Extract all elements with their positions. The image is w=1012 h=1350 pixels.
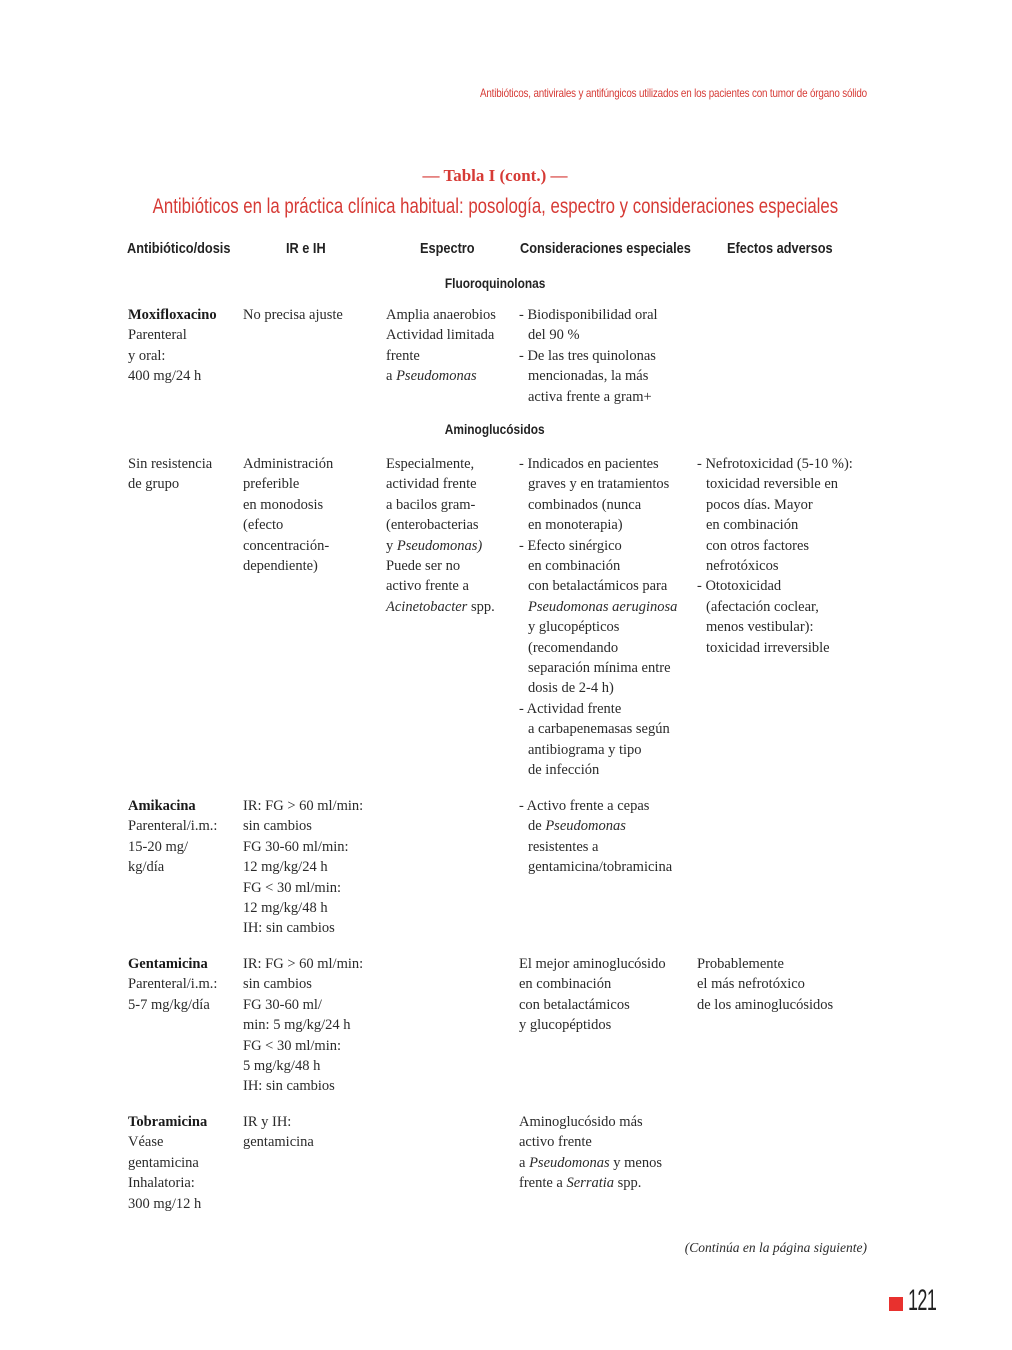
cell-line: 12 mg/kg/48 h bbox=[243, 900, 328, 917]
table-label: — Tabla I (cont.) — bbox=[422, 166, 568, 185]
cell-line: toxicidad reversible en bbox=[706, 476, 839, 493]
cell-line: (afectación coclear, bbox=[706, 598, 819, 615]
cell-line: sin cambios bbox=[243, 976, 312, 993]
cell-line: de infección bbox=[528, 762, 600, 779]
cell-line: 400 mg/24 h bbox=[128, 368, 202, 385]
cell-line: con betalactámicos bbox=[519, 996, 630, 1013]
cell-line: Actividad limitada bbox=[386, 327, 495, 344]
gentamicina-ir-ih-cell bbox=[243, 954, 363, 1097]
cell-line: con otros factores bbox=[706, 537, 810, 554]
cell-line: el más nefrotóxico bbox=[697, 976, 805, 993]
col-header-consideraciones-text: Consideraciones especiales bbox=[520, 240, 691, 257]
cell-line: (recomendando bbox=[528, 639, 619, 656]
section-aminoglucosidos-text: Aminoglucósidos bbox=[445, 421, 545, 437]
cell-line: - Actividad frente bbox=[519, 700, 622, 717]
cell-fragment: a bbox=[386, 368, 397, 385]
cell-line: IH: sin cambios bbox=[243, 1078, 335, 1095]
cell-line: No precisa ajuste bbox=[243, 307, 343, 323]
cell-line: El mejor aminoglucósido bbox=[519, 956, 666, 972]
cell-line: 300 mg/12 h bbox=[128, 1195, 202, 1212]
cell-line: nefrotóxicos bbox=[706, 558, 779, 575]
grupo-espectro-cell bbox=[386, 454, 495, 617]
grupo-consideraciones-cell bbox=[519, 454, 677, 781]
cell-line: y glucopépticos bbox=[528, 619, 620, 636]
col-header-efectos-text: Efectos adversos bbox=[727, 240, 833, 257]
cell-line: Parenteral/i.m.: bbox=[128, 976, 218, 993]
amikacina-ir-ih-cell bbox=[243, 796, 363, 939]
cell-line: IR y IH: bbox=[243, 1114, 292, 1130]
cell-line: de grupo bbox=[128, 476, 180, 493]
moxifloxacino-dose-cell bbox=[128, 305, 217, 387]
amikacina-name: Amikacina bbox=[128, 798, 196, 814]
cell-line: Amplia anaerobios bbox=[386, 307, 496, 323]
cell-line: y glucopéptidos bbox=[519, 1017, 612, 1034]
cell-line: kg/día bbox=[128, 859, 165, 876]
cell-line: en combinación bbox=[706, 517, 799, 534]
cell-line: gentamicina bbox=[243, 1134, 314, 1151]
grupo-efectos-cell bbox=[697, 454, 853, 658]
col-header-espectro-text: Espectro bbox=[420, 240, 475, 257]
col-header-espectro bbox=[420, 240, 484, 257]
cell-line: en monodosis bbox=[243, 496, 324, 513]
cell-fragment: de bbox=[528, 818, 546, 835]
cell-line: mencionadas, la más bbox=[528, 368, 649, 385]
cell-line: - De las tres quinolonas bbox=[519, 347, 656, 364]
cell-line: dependiente) bbox=[243, 558, 318, 575]
cell-line: FG 30-60 ml/min: bbox=[243, 838, 349, 855]
continuation-note: (Continúa en la página siguiente) bbox=[684, 1240, 867, 1255]
cell-line: y oral: bbox=[128, 347, 166, 364]
cell-fragment-italic: Pseudomonas bbox=[545, 818, 626, 835]
cell-line: resistentes a bbox=[528, 838, 599, 855]
cell-line: IH: sin cambios bbox=[243, 920, 335, 937]
cell-line: - Activo frente a cepas bbox=[519, 798, 650, 814]
cell-line: dosis de 2-4 h) bbox=[528, 680, 614, 697]
cell-fragment-italic: Pseudomonas aeruginosa bbox=[528, 598, 678, 615]
cell-line: activo frente bbox=[519, 1134, 592, 1151]
page-number: 121 bbox=[908, 1284, 937, 1317]
moxifloxacino-consideraciones-cell bbox=[519, 305, 658, 407]
gentamicina-dose-cell bbox=[128, 954, 217, 1015]
cell-line: activa frente a gram+ bbox=[528, 388, 652, 405]
cell-line: Probablemente bbox=[697, 956, 784, 972]
section-fluoroquinolonas bbox=[0, 275, 990, 291]
col-header-ir-ih-text: IR e IH bbox=[286, 240, 326, 257]
col-header-antibiotico-text: Antibiótico/dosis bbox=[127, 240, 231, 257]
cell-line: actividad frente bbox=[386, 476, 477, 493]
tobramicina-dose-cell bbox=[128, 1112, 207, 1214]
cell-fragment: spp. bbox=[467, 598, 495, 615]
cell-line: (efecto bbox=[243, 517, 284, 534]
cell-line: en combinación bbox=[519, 976, 612, 993]
moxifloxacino-espectro-cell bbox=[386, 305, 496, 387]
cell-line: gentamicina/tobramicina bbox=[528, 859, 673, 876]
cell-fragment: y menos bbox=[609, 1154, 662, 1171]
col-header-ir-ih bbox=[286, 240, 333, 257]
col-header-antibiotico bbox=[127, 240, 249, 257]
cell-line: Parenteral bbox=[128, 327, 187, 344]
cell-line: Sin resistencia bbox=[128, 456, 213, 472]
gentamicina-name: Gentamicina bbox=[128, 956, 208, 972]
running-head: Antibióticos, antivirales y antifúngicos utilizados en los pacientes con tumor de órgano sólido bbox=[479, 86, 867, 100]
tobramicina-name: Tobramicina bbox=[128, 1114, 208, 1130]
cell-fragment: spp. bbox=[614, 1175, 642, 1192]
cell-line: a bacilos gram- bbox=[386, 496, 476, 513]
table-title bbox=[0, 195, 990, 219]
grupo-dose-cell bbox=[128, 454, 212, 495]
moxifloxacino-ir-ih-cell bbox=[243, 305, 343, 325]
cell-line: IR: FG > 60 ml/min: bbox=[243, 956, 364, 972]
cell-line: en combinación bbox=[528, 558, 621, 575]
cell-line: preferible bbox=[243, 476, 300, 493]
amikacina-dose-cell bbox=[128, 796, 217, 878]
cell-line: 15-20 mg/ bbox=[128, 838, 189, 855]
cell-line: min: 5 mg/kg/24 h bbox=[243, 1017, 351, 1034]
col-header-efectos bbox=[727, 240, 851, 257]
cell-line: 12 mg/kg/24 h bbox=[243, 859, 328, 876]
cell-fragment: frente a bbox=[519, 1175, 567, 1192]
table-title-text: Antibióticos en la práctica clínica habitual: posología, espectro y consideraciones especiales bbox=[152, 195, 838, 218]
cell-line: 5-7 mg/kg/día bbox=[128, 996, 210, 1013]
cell-line: Aminoglucósido más bbox=[519, 1114, 643, 1130]
cell-line: frente bbox=[386, 347, 420, 364]
cell-line: en monoterapia) bbox=[528, 517, 623, 534]
cell-fragment-italic: Pseudomonas) bbox=[396, 537, 483, 554]
moxifloxacino-name: Moxifloxacino bbox=[128, 307, 217, 323]
cell-line: separación mínima entre bbox=[528, 660, 671, 677]
cell-line: menos vestibular): bbox=[706, 619, 814, 636]
cell-line: FG 30-60 ml/ bbox=[243, 996, 322, 1013]
cell-line: - Biodisponibilidad oral bbox=[519, 307, 658, 323]
section-aminoglucosidos bbox=[0, 421, 990, 437]
cell-line: con betalactámicos para bbox=[528, 578, 668, 595]
cell-line: - Indicados en pacientes bbox=[519, 456, 659, 472]
cell-line: Véase bbox=[128, 1134, 164, 1151]
cell-line: activo frente a bbox=[386, 578, 469, 595]
tobramicina-ir-ih-cell bbox=[243, 1112, 314, 1153]
cell-line: toxicidad irreversible bbox=[706, 639, 830, 656]
cell-line: del 90 % bbox=[528, 327, 580, 344]
cell-line: IR: FG > 60 ml/min: bbox=[243, 798, 364, 814]
cell-line: combinados (nunca bbox=[528, 496, 642, 513]
cell-fragment-italic: Serratia bbox=[566, 1175, 615, 1192]
page-marker-square bbox=[889, 1297, 903, 1311]
cell-line: concentración- bbox=[243, 537, 330, 554]
cell-line: antibiograma y tipo bbox=[528, 741, 642, 758]
cell-line: Inhalatoria: bbox=[128, 1175, 195, 1192]
cell-line: a carbapenemasas según bbox=[528, 721, 670, 738]
grupo-ir-ih-cell bbox=[243, 454, 333, 576]
cell-line: FG < 30 ml/min: bbox=[243, 1037, 342, 1054]
cell-line: gentamicina bbox=[128, 1154, 199, 1171]
cell-line: Parenteral/i.m.: bbox=[128, 818, 218, 835]
tobramicina-consideraciones-cell bbox=[519, 1112, 662, 1194]
cell-fragment: a bbox=[519, 1154, 530, 1171]
cell-line: 5 mg/kg/48 h bbox=[243, 1058, 321, 1075]
cell-line: sin cambios bbox=[243, 818, 312, 835]
cell-line: (enterobacterias bbox=[386, 517, 479, 534]
cell-line: - Efecto sinérgico bbox=[519, 537, 622, 554]
cell-line: FG < 30 ml/min: bbox=[243, 879, 342, 896]
cell-line: Puede ser no bbox=[386, 558, 461, 575]
cell-line: Administración bbox=[243, 456, 334, 472]
cell-fragment-italic: Pseudomonas bbox=[396, 368, 477, 385]
cell-line: - Nefrotoxicidad (5-10 %): bbox=[697, 456, 853, 472]
cell-line: pocos días. Mayor bbox=[706, 496, 813, 513]
cell-fragment-italic: Pseudomonas bbox=[529, 1154, 610, 1171]
cell-line: graves y en tratamientos bbox=[528, 476, 670, 493]
section-fluoroquinolonas-text: Fluoroquinolonas bbox=[444, 275, 546, 291]
cell-fragment-italic: Acinetobacter bbox=[386, 598, 468, 615]
cell-line: - Ototoxicidad bbox=[697, 578, 782, 595]
gentamicina-consideraciones-cell bbox=[519, 954, 666, 1036]
cell-line: de los aminoglucósidos bbox=[697, 996, 834, 1013]
col-header-consideraciones bbox=[520, 240, 721, 257]
cell-line: Especialmente, bbox=[386, 456, 475, 472]
gentamicina-efectos-cell bbox=[697, 954, 833, 1015]
amikacina-consideraciones-cell bbox=[519, 796, 672, 878]
cell-fragment: y bbox=[386, 537, 397, 554]
